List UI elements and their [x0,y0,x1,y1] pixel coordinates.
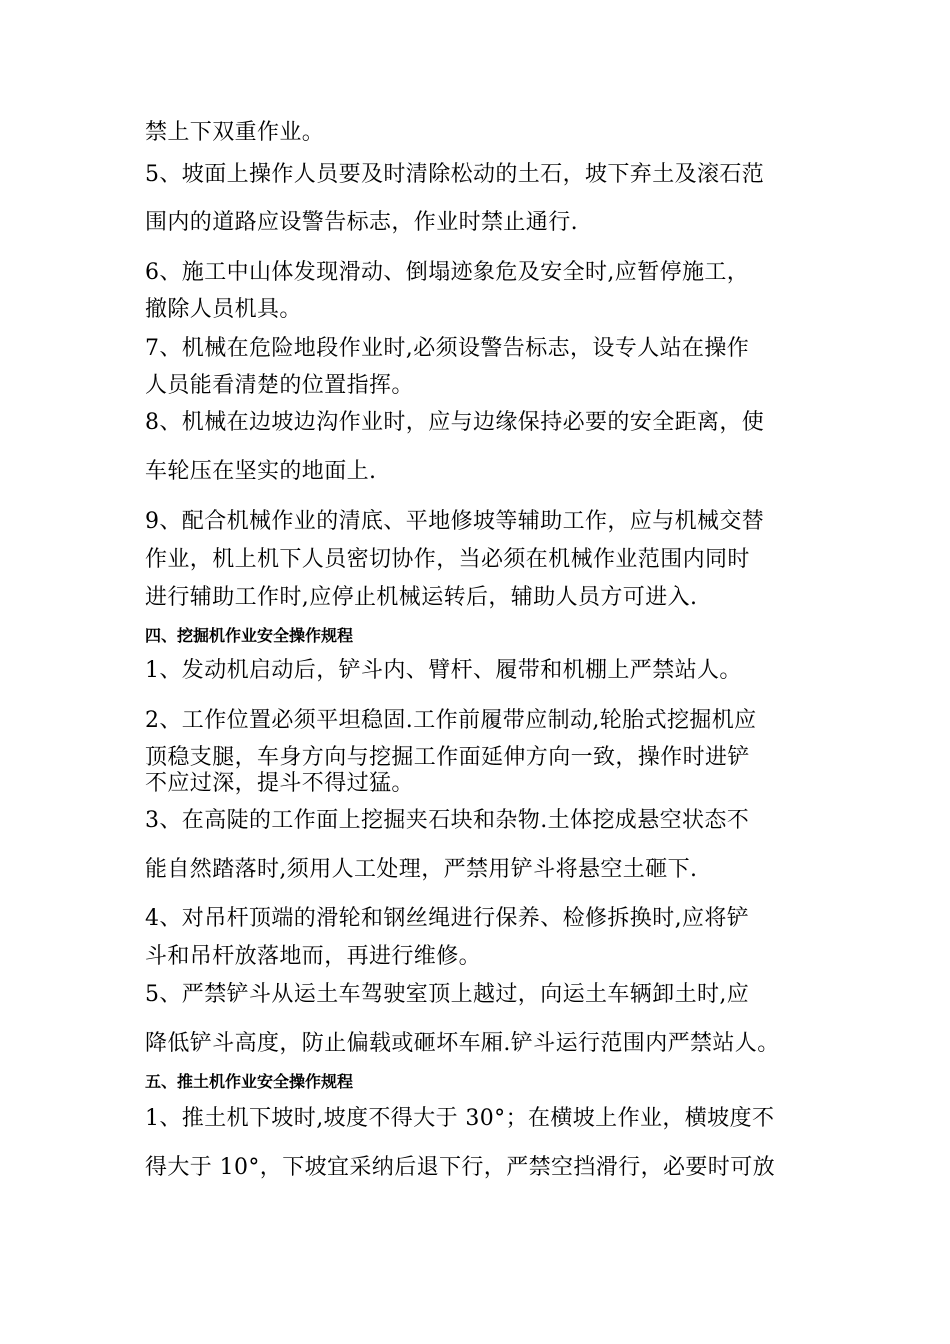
text-line: 撤除人员机具。 [145,297,302,322]
text-line: 围内的道路应设警告标志，作业时禁止通行. [145,210,578,235]
text-line: 得大于 10°，下坡宜采纳后退下行，严禁空挡滑行，必要时可放 [145,1155,775,1180]
text-line: 1、推土机下坡时,坡度不得大于 30°；在横坡上作业，横坡度不 [145,1106,775,1131]
text-line: 5、严禁铲斗从运土车驾驶室顶上越过，向运土车辆卸土时,应 [145,982,750,1007]
text-line: 降低铲斗高度，防止偏载或砸坏车厢.铲斗运行范围内严禁站人。 [145,1031,780,1056]
text-line: 不应过深，提斗不得过猛。 [145,771,414,796]
text-line: 7、机械在危险地段作业时,必须设警告标志，设专人站在操作 [145,336,750,361]
text-line: 斗和吊杆放落地而，再进行维修。 [145,944,482,969]
text-line: 6、施工中山体发现滑动、倒塌迹象危及安全时,应暂停施工， [145,260,750,285]
text-line: 作业，机上机下人员密切协作，当必须在机械作业范围内同时 [145,547,750,572]
text-line: 顶稳支腿，车身方向与挖掘工作面延伸方向一致，操作时进铲 [145,745,750,770]
text-line: 8、机械在边坡边沟作业时，应与边缘保持必要的安全距离，使 [145,410,765,435]
text-line: 1、发动机启动后，铲斗内、臂杆、履带和机棚上严禁站人。 [145,658,742,683]
text-line: 禁上下双重作业。 [145,120,325,145]
text-line: 车轮压在坚实的地面上. [145,459,377,484]
text-line: 3、在高陡的工作面上挖掘夹石块和杂物.土体挖成悬空状态不 [145,808,750,833]
section-heading: 四、挖掘机作业安全操作规程 [145,626,354,645]
text-line: 4、对吊杆顶端的滑轮和钢丝绳进行保养、检修拆换时,应将铲 [145,906,750,931]
text-line: 能自然踏落时,须用人工处理，严禁用铲斗将悬空土砸下. [145,857,698,882]
text-line: 2、工作位置必须平坦稳固.工作前履带应制动,轮胎式挖掘机应 [145,708,757,733]
section-heading: 五、推土机作业安全操作规程 [145,1072,354,1091]
text-line: 进行辅助工作时,应停止机械运转后，辅助人员方可进入. [145,585,698,610]
text-line: 人员能看清楚的位置指挥。 [145,373,414,398]
text-line: 9、配合机械作业的清底、平地修坡等辅助工作，应与机械交替 [145,509,765,534]
text-line: 5、坡面上操作人员要及时清除松动的土石，坡下弃土及滚石范 [145,162,765,187]
